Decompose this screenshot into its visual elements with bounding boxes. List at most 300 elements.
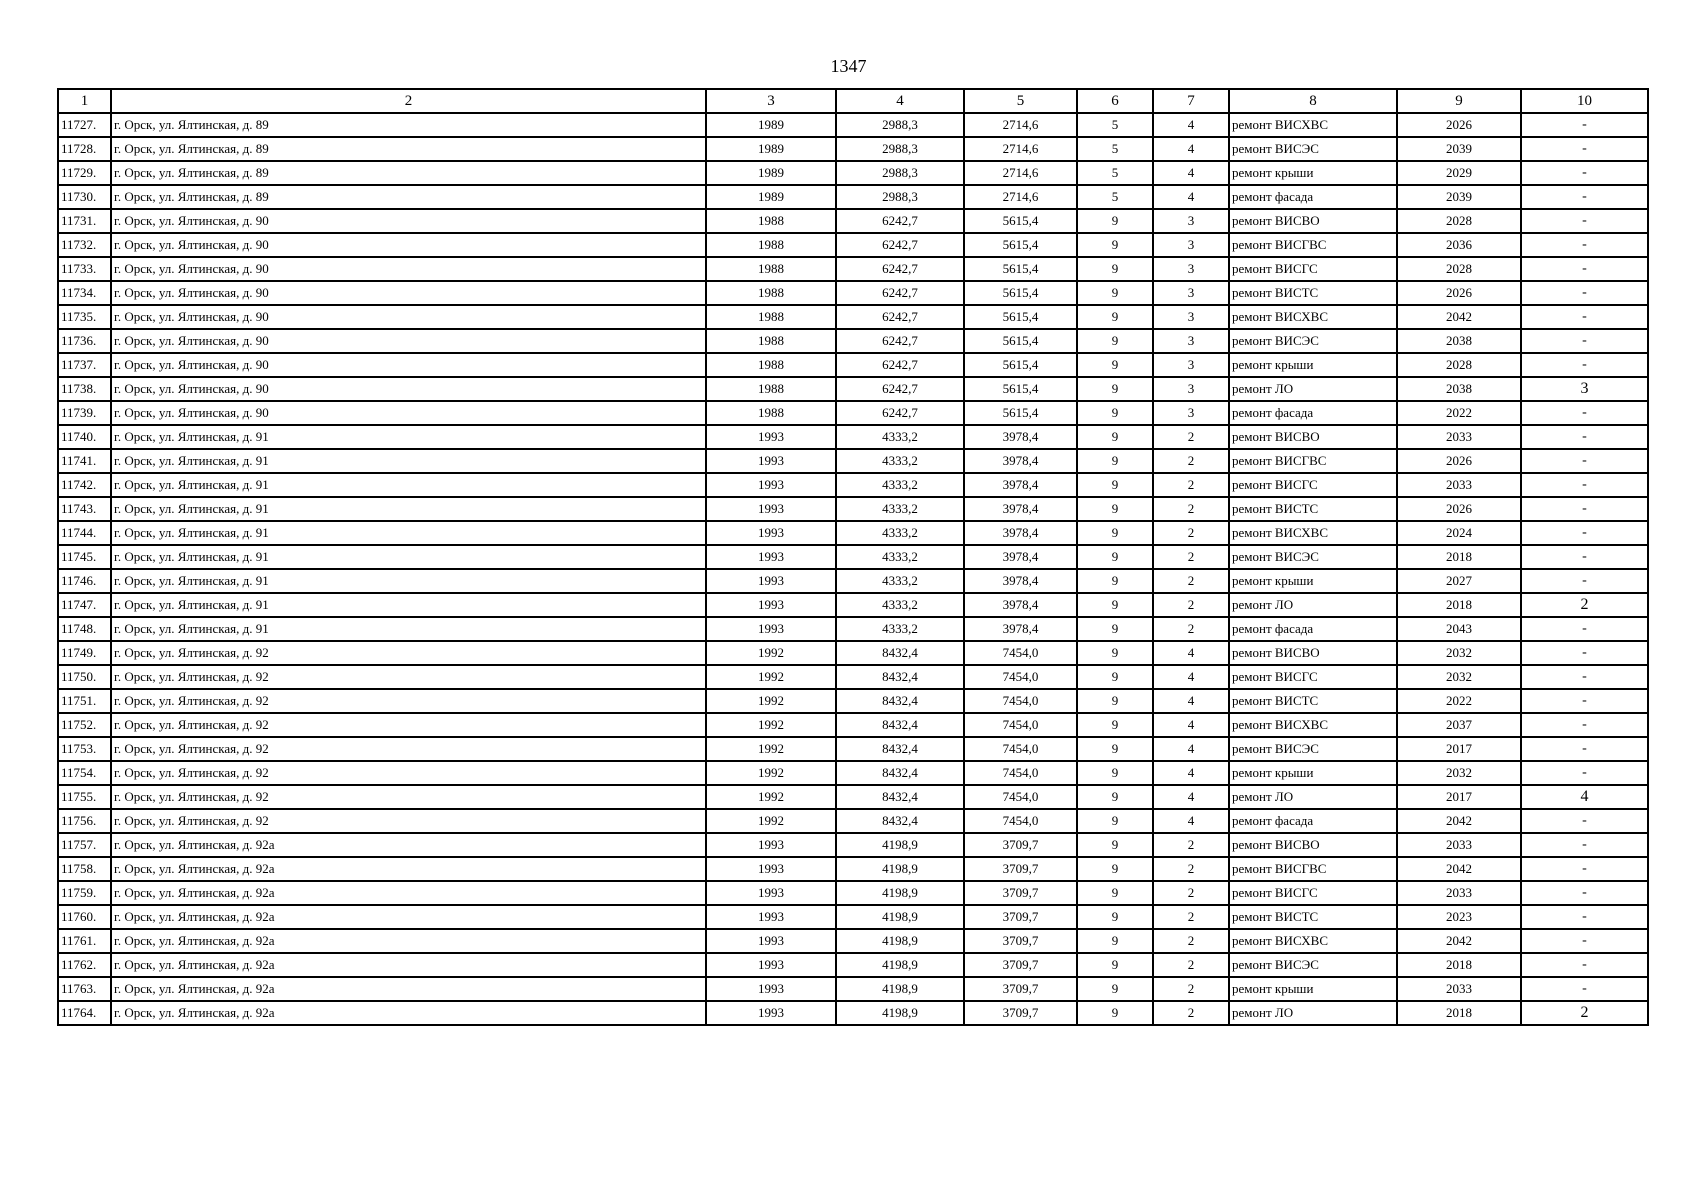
- living-area-cell: 5615,4: [964, 209, 1077, 233]
- living-area-cell: 3709,7: [964, 881, 1077, 905]
- row-number-cell: 11741.: [58, 449, 111, 473]
- floors-cell: 9: [1077, 809, 1153, 833]
- living-area-cell: 7454,0: [964, 761, 1077, 785]
- table-row: [58, 641, 1648, 665]
- build-year-cell: 1993: [706, 569, 836, 593]
- planned-year-cell: 2026: [1397, 113, 1521, 137]
- entrances-cell: 3: [1153, 281, 1229, 305]
- row-number-cell: 11728.: [58, 137, 111, 161]
- planned-year-cell: 2027: [1397, 569, 1521, 593]
- build-year-cell: 1993: [706, 881, 836, 905]
- work-type-cell: ремонт ЛО: [1229, 1001, 1397, 1025]
- address-cell: г. Орск, ул. Ялтинская, д. 92а: [111, 929, 706, 953]
- planned-year-cell: 2033: [1397, 881, 1521, 905]
- living-area-cell: 7454,0: [964, 689, 1077, 713]
- table-row: [58, 737, 1648, 761]
- table-row: [58, 617, 1648, 641]
- build-year-cell: 1993: [706, 617, 836, 641]
- elevator-count-cell: -: [1521, 545, 1648, 569]
- build-year-cell: 1988: [706, 281, 836, 305]
- floors-cell: 9: [1077, 233, 1153, 257]
- build-year-cell: 1993: [706, 953, 836, 977]
- living-area-cell: 5615,4: [964, 401, 1077, 425]
- elevator-count-cell: -: [1521, 953, 1648, 977]
- floors-cell: 9: [1077, 689, 1153, 713]
- entrances-cell: 2: [1153, 617, 1229, 641]
- address-cell: г. Орск, ул. Ялтинская, д. 91: [111, 545, 706, 569]
- entrances-cell: 2: [1153, 905, 1229, 929]
- entrances-cell: 4: [1153, 761, 1229, 785]
- elevator-count-cell: 2: [1521, 593, 1648, 617]
- build-year-cell: 1988: [706, 401, 836, 425]
- planned-year-cell: 2017: [1397, 785, 1521, 809]
- living-area-cell: 7454,0: [964, 785, 1077, 809]
- address-cell: г. Орск, ул. Ялтинская, д. 91: [111, 473, 706, 497]
- floors-cell: 9: [1077, 905, 1153, 929]
- planned-year-cell: 2018: [1397, 593, 1521, 617]
- planned-year-cell: 2036: [1397, 233, 1521, 257]
- table-body: [58, 113, 1648, 1025]
- build-year-cell: 1989: [706, 185, 836, 209]
- page-number: 1347: [830, 56, 867, 76]
- row-number-cell: 11764.: [58, 1001, 111, 1025]
- floors-cell: 5: [1077, 185, 1153, 209]
- total-area-cell: 2988,3: [836, 137, 964, 161]
- planned-year-cell: 2028: [1397, 353, 1521, 377]
- address-cell: г. Орск, ул. Ялтинская, д. 92: [111, 713, 706, 737]
- living-area-cell: 5615,4: [964, 353, 1077, 377]
- total-area-cell: 8432,4: [836, 713, 964, 737]
- entrances-cell: 3: [1153, 377, 1229, 401]
- floors-cell: 9: [1077, 713, 1153, 737]
- floors-cell: 9: [1077, 761, 1153, 785]
- planned-year-cell: 2028: [1397, 209, 1521, 233]
- entrances-cell: 2: [1153, 449, 1229, 473]
- work-type-cell: ремонт ВИСТС: [1229, 281, 1397, 305]
- row-number-cell: 11753.: [58, 737, 111, 761]
- floors-cell: 9: [1077, 977, 1153, 1001]
- planned-year-cell: 2017: [1397, 737, 1521, 761]
- elevator-count-cell: -: [1521, 497, 1648, 521]
- build-year-cell: 1993: [706, 473, 836, 497]
- planned-year-cell: 2026: [1397, 449, 1521, 473]
- planned-year-cell: 2043: [1397, 617, 1521, 641]
- floors-cell: 9: [1077, 737, 1153, 761]
- work-type-cell: ремонт крыши: [1229, 569, 1397, 593]
- address-cell: г. Орск, ул. Ялтинская, д. 92а: [111, 881, 706, 905]
- floors-cell: 9: [1077, 305, 1153, 329]
- row-number-cell: 11760.: [58, 905, 111, 929]
- entrances-cell: 4: [1153, 185, 1229, 209]
- planned-year-cell: 2032: [1397, 761, 1521, 785]
- elevator-count-cell: -: [1521, 473, 1648, 497]
- elevator-count-cell: 4: [1521, 785, 1648, 809]
- build-year-cell: 1988: [706, 305, 836, 329]
- row-number-cell: 11762.: [58, 953, 111, 977]
- table-row: [58, 521, 1648, 545]
- build-year-cell: 1992: [706, 737, 836, 761]
- build-year-cell: 1992: [706, 713, 836, 737]
- elevator-count-cell: -: [1521, 209, 1648, 233]
- row-number-cell: 11759.: [58, 881, 111, 905]
- total-area-cell: 8432,4: [836, 689, 964, 713]
- row-number-cell: 11754.: [58, 761, 111, 785]
- planned-year-cell: 2018: [1397, 545, 1521, 569]
- planned-year-cell: 2033: [1397, 977, 1521, 1001]
- elevator-count-cell: -: [1521, 401, 1648, 425]
- entrances-cell: 4: [1153, 161, 1229, 185]
- address-cell: г. Орск, ул. Ялтинская, д. 92а: [111, 977, 706, 1001]
- total-area-cell: 6242,7: [836, 257, 964, 281]
- table-row: [58, 473, 1648, 497]
- build-year-cell: 1992: [706, 761, 836, 785]
- elevator-count-cell: -: [1521, 905, 1648, 929]
- entrances-cell: 2: [1153, 833, 1229, 857]
- floors-cell: 9: [1077, 1001, 1153, 1025]
- floors-cell: 9: [1077, 449, 1153, 473]
- total-area-cell: 6242,7: [836, 305, 964, 329]
- build-year-cell: 1993: [706, 449, 836, 473]
- table-row: [58, 329, 1648, 353]
- living-area-cell: 5615,4: [964, 305, 1077, 329]
- living-area-cell: 3978,4: [964, 521, 1077, 545]
- row-number-cell: 11758.: [58, 857, 111, 881]
- planned-year-cell: 2026: [1397, 281, 1521, 305]
- address-cell: г. Орск, ул. Ялтинская, д. 92а: [111, 833, 706, 857]
- table-row: [58, 593, 1648, 617]
- row-number-cell: 11731.: [58, 209, 111, 233]
- address-cell: г. Орск, ул. Ялтинская, д. 92а: [111, 953, 706, 977]
- elevator-count-cell: -: [1521, 113, 1648, 137]
- build-year-cell: 1993: [706, 521, 836, 545]
- total-area-cell: 6242,7: [836, 233, 964, 257]
- work-type-cell: ремонт ВИСТС: [1229, 689, 1397, 713]
- floors-cell: 9: [1077, 665, 1153, 689]
- work-type-cell: ремонт крыши: [1229, 161, 1397, 185]
- work-type-cell: ремонт ВИСХВС: [1229, 113, 1397, 137]
- table-row: [58, 401, 1648, 425]
- total-area-cell: 8432,4: [836, 665, 964, 689]
- planned-year-cell: 2024: [1397, 521, 1521, 545]
- table-row: [58, 377, 1648, 401]
- living-area-cell: 3709,7: [964, 905, 1077, 929]
- total-area-cell: 4333,2: [836, 545, 964, 569]
- table-row: [58, 1001, 1648, 1025]
- elevator-count-cell: -: [1521, 569, 1648, 593]
- row-number-cell: 11740.: [58, 425, 111, 449]
- elevator-count-cell: -: [1521, 233, 1648, 257]
- planned-year-cell: 2029: [1397, 161, 1521, 185]
- work-type-cell: ремонт ВИСТС: [1229, 905, 1397, 929]
- work-type-cell: ремонт ВИСЭС: [1229, 953, 1397, 977]
- work-type-cell: ремонт ВИСГС: [1229, 473, 1397, 497]
- column-header: 1: [58, 89, 111, 113]
- planned-year-cell: 2033: [1397, 833, 1521, 857]
- table-row: [58, 305, 1648, 329]
- total-area-cell: 4333,2: [836, 497, 964, 521]
- total-area-cell: 6242,7: [836, 377, 964, 401]
- address-cell: г. Орск, ул. Ялтинская, д. 92: [111, 689, 706, 713]
- floors-cell: 9: [1077, 833, 1153, 857]
- address-cell: г. Орск, ул. Ялтинская, д. 89: [111, 161, 706, 185]
- entrances-cell: 3: [1153, 401, 1229, 425]
- total-area-cell: 8432,4: [836, 737, 964, 761]
- floors-cell: 9: [1077, 881, 1153, 905]
- floors-cell: 9: [1077, 497, 1153, 521]
- table-row: [58, 833, 1648, 857]
- table-row: [58, 137, 1648, 161]
- work-type-cell: ремонт крыши: [1229, 353, 1397, 377]
- work-type-cell: ремонт ВИСЭС: [1229, 737, 1397, 761]
- work-type-cell: ремонт ВИСГВС: [1229, 233, 1397, 257]
- elevator-count-cell: -: [1521, 929, 1648, 953]
- total-area-cell: 6242,7: [836, 209, 964, 233]
- total-area-cell: 8432,4: [836, 785, 964, 809]
- build-year-cell: 1993: [706, 857, 836, 881]
- address-cell: г. Орск, ул. Ялтинская, д. 92а: [111, 905, 706, 929]
- entrances-cell: 4: [1153, 689, 1229, 713]
- floors-cell: 9: [1077, 353, 1153, 377]
- elevator-count-cell: 2: [1521, 1001, 1648, 1025]
- living-area-cell: 2714,6: [964, 185, 1077, 209]
- entrances-cell: 2: [1153, 497, 1229, 521]
- address-cell: г. Орск, ул. Ялтинская, д. 90: [111, 401, 706, 425]
- planned-year-cell: 2028: [1397, 257, 1521, 281]
- floors-cell: 9: [1077, 257, 1153, 281]
- floors-cell: 9: [1077, 857, 1153, 881]
- work-type-cell: ремонт фасада: [1229, 401, 1397, 425]
- row-number-cell: 11735.: [58, 305, 111, 329]
- living-area-cell: 7454,0: [964, 665, 1077, 689]
- table-row: [58, 185, 1648, 209]
- elevator-count-cell: -: [1521, 761, 1648, 785]
- address-cell: г. Орск, ул. Ялтинская, д. 91: [111, 497, 706, 521]
- total-area-cell: 6242,7: [836, 401, 964, 425]
- row-number-cell: 11733.: [58, 257, 111, 281]
- work-type-cell: ремонт ЛО: [1229, 785, 1397, 809]
- total-area-cell: 4198,9: [836, 857, 964, 881]
- total-area-cell: 4198,9: [836, 905, 964, 929]
- table-row: [58, 905, 1648, 929]
- living-area-cell: 3709,7: [964, 1001, 1077, 1025]
- work-type-cell: ремонт ВИСВО: [1229, 833, 1397, 857]
- row-number-cell: 11747.: [58, 593, 111, 617]
- entrances-cell: 3: [1153, 257, 1229, 281]
- living-area-cell: 3978,4: [964, 449, 1077, 473]
- work-type-cell: ремонт ВИСГС: [1229, 881, 1397, 905]
- total-area-cell: 4198,9: [836, 929, 964, 953]
- floors-cell: 9: [1077, 641, 1153, 665]
- planned-year-cell: 2018: [1397, 953, 1521, 977]
- living-area-cell: 3709,7: [964, 857, 1077, 881]
- total-area-cell: 2988,3: [836, 113, 964, 137]
- work-type-cell: ремонт ВИСЭС: [1229, 137, 1397, 161]
- planned-year-cell: 2039: [1397, 185, 1521, 209]
- total-area-cell: 4333,2: [836, 473, 964, 497]
- build-year-cell: 1989: [706, 113, 836, 137]
- total-area-cell: 8432,4: [836, 809, 964, 833]
- entrances-cell: 2: [1153, 593, 1229, 617]
- table-row: [58, 449, 1648, 473]
- column-header: 2: [111, 89, 706, 113]
- planned-year-cell: 2033: [1397, 473, 1521, 497]
- entrances-cell: 4: [1153, 785, 1229, 809]
- header-row: [58, 89, 1648, 113]
- entrances-cell: 2: [1153, 521, 1229, 545]
- work-type-cell: ремонт фасада: [1229, 617, 1397, 641]
- planned-year-cell: 2022: [1397, 401, 1521, 425]
- table-row: [58, 281, 1648, 305]
- build-year-cell: 1992: [706, 665, 836, 689]
- entrances-cell: 4: [1153, 713, 1229, 737]
- floors-cell: 5: [1077, 113, 1153, 137]
- address-cell: г. Орск, ул. Ялтинская, д. 90: [111, 209, 706, 233]
- total-area-cell: 8432,4: [836, 641, 964, 665]
- entrances-cell: 4: [1153, 665, 1229, 689]
- elevator-count-cell: -: [1521, 185, 1648, 209]
- table-row: [58, 881, 1648, 905]
- work-type-cell: ремонт фасада: [1229, 185, 1397, 209]
- living-area-cell: 7454,0: [964, 737, 1077, 761]
- floors-cell: 9: [1077, 953, 1153, 977]
- table-row: [58, 665, 1648, 689]
- table-row: [58, 497, 1648, 521]
- build-year-cell: 1993: [706, 1001, 836, 1025]
- row-number-cell: 11755.: [58, 785, 111, 809]
- floors-cell: 9: [1077, 617, 1153, 641]
- entrances-cell: 4: [1153, 137, 1229, 161]
- address-cell: г. Орск, ул. Ялтинская, д. 90: [111, 257, 706, 281]
- entrances-cell: 2: [1153, 425, 1229, 449]
- address-cell: г. Орск, ул. Ялтинская, д. 90: [111, 305, 706, 329]
- table-row: [58, 929, 1648, 953]
- table-row: [58, 953, 1648, 977]
- floors-cell: 9: [1077, 785, 1153, 809]
- living-area-cell: 5615,4: [964, 281, 1077, 305]
- address-cell: г. Орск, ул. Ялтинская, д. 90: [111, 353, 706, 377]
- row-number-cell: 11729.: [58, 161, 111, 185]
- living-area-cell: 3709,7: [964, 977, 1077, 1001]
- work-type-cell: ремонт ВИСВО: [1229, 209, 1397, 233]
- build-year-cell: 1988: [706, 233, 836, 257]
- table-row: [58, 161, 1648, 185]
- table-row: [58, 689, 1648, 713]
- row-number-cell: 11736.: [58, 329, 111, 353]
- work-type-cell: ремонт ВИСТС: [1229, 497, 1397, 521]
- work-type-cell: ремонт ВИСГВС: [1229, 449, 1397, 473]
- elevator-count-cell: -: [1521, 713, 1648, 737]
- total-area-cell: 4333,2: [836, 449, 964, 473]
- living-area-cell: 2714,6: [964, 161, 1077, 185]
- living-area-cell: 2714,6: [964, 113, 1077, 137]
- entrances-cell: 2: [1153, 1001, 1229, 1025]
- total-area-cell: 8432,4: [836, 761, 964, 785]
- elevator-count-cell: -: [1521, 977, 1648, 1001]
- work-type-cell: ремонт ЛО: [1229, 593, 1397, 617]
- address-cell: г. Орск, ул. Ялтинская, д. 90: [111, 377, 706, 401]
- entrances-cell: 2: [1153, 977, 1229, 1001]
- work-type-cell: ремонт крыши: [1229, 761, 1397, 785]
- planned-year-cell: 2022: [1397, 689, 1521, 713]
- floors-cell: 9: [1077, 281, 1153, 305]
- elevator-count-cell: -: [1521, 881, 1648, 905]
- build-year-cell: 1992: [706, 689, 836, 713]
- column-header: 8: [1229, 89, 1397, 113]
- elevator-count-cell: -: [1521, 137, 1648, 161]
- floors-cell: 9: [1077, 377, 1153, 401]
- address-cell: г. Орск, ул. Ялтинская, д. 91: [111, 449, 706, 473]
- elevator-count-cell: -: [1521, 353, 1648, 377]
- floors-cell: 9: [1077, 593, 1153, 617]
- total-area-cell: 2988,3: [836, 185, 964, 209]
- row-number-cell: 11749.: [58, 641, 111, 665]
- build-year-cell: 1993: [706, 833, 836, 857]
- work-type-cell: ремонт ВИСВО: [1229, 641, 1397, 665]
- entrances-cell: 4: [1153, 641, 1229, 665]
- build-year-cell: 1992: [706, 785, 836, 809]
- entrances-cell: 2: [1153, 953, 1229, 977]
- work-type-cell: ремонт ВИСХВС: [1229, 305, 1397, 329]
- living-area-cell: 7454,0: [964, 641, 1077, 665]
- build-year-cell: 1993: [706, 593, 836, 617]
- address-cell: г. Орск, ул. Ялтинская, д. 91: [111, 425, 706, 449]
- address-cell: г. Орск, ул. Ялтинская, д. 92: [111, 785, 706, 809]
- row-number-cell: 11727.: [58, 113, 111, 137]
- entrances-cell: 2: [1153, 473, 1229, 497]
- table-row: [58, 713, 1648, 737]
- table-row: [58, 545, 1648, 569]
- build-year-cell: 1993: [706, 977, 836, 1001]
- entrances-cell: 4: [1153, 809, 1229, 833]
- entrances-cell: 2: [1153, 881, 1229, 905]
- living-area-cell: 3978,4: [964, 617, 1077, 641]
- total-area-cell: 4333,2: [836, 593, 964, 617]
- total-area-cell: 6242,7: [836, 353, 964, 377]
- address-cell: г. Орск, ул. Ялтинская, д. 92: [111, 665, 706, 689]
- address-cell: г. Орск, ул. Ялтинская, д. 91: [111, 617, 706, 641]
- build-year-cell: 1988: [706, 353, 836, 377]
- row-number-cell: 11743.: [58, 497, 111, 521]
- row-number-cell: 11732.: [58, 233, 111, 257]
- floors-cell: 9: [1077, 329, 1153, 353]
- address-cell: г. Орск, ул. Ялтинская, д. 92: [111, 761, 706, 785]
- total-area-cell: 4333,2: [836, 425, 964, 449]
- address-cell: г. Орск, ул. Ялтинская, д. 91: [111, 521, 706, 545]
- row-number-cell: 11750.: [58, 665, 111, 689]
- living-area-cell: 3709,7: [964, 953, 1077, 977]
- elevator-count-cell: -: [1521, 641, 1648, 665]
- living-area-cell: 5615,4: [964, 329, 1077, 353]
- row-number-cell: 11734.: [58, 281, 111, 305]
- table-row: [58, 233, 1648, 257]
- floors-cell: 9: [1077, 569, 1153, 593]
- elevator-count-cell: -: [1521, 833, 1648, 857]
- living-area-cell: 3978,4: [964, 497, 1077, 521]
- living-area-cell: 3978,4: [964, 593, 1077, 617]
- row-number-cell: 11744.: [58, 521, 111, 545]
- entrances-cell: 3: [1153, 209, 1229, 233]
- floors-cell: 9: [1077, 545, 1153, 569]
- living-area-cell: 2714,6: [964, 137, 1077, 161]
- row-number-cell: 11739.: [58, 401, 111, 425]
- living-area-cell: 3978,4: [964, 425, 1077, 449]
- living-area-cell: 3978,4: [964, 473, 1077, 497]
- floors-cell: 5: [1077, 161, 1153, 185]
- table-row: [58, 113, 1648, 137]
- floors-cell: 9: [1077, 425, 1153, 449]
- elevator-count-cell: -: [1521, 161, 1648, 185]
- total-area-cell: 4333,2: [836, 569, 964, 593]
